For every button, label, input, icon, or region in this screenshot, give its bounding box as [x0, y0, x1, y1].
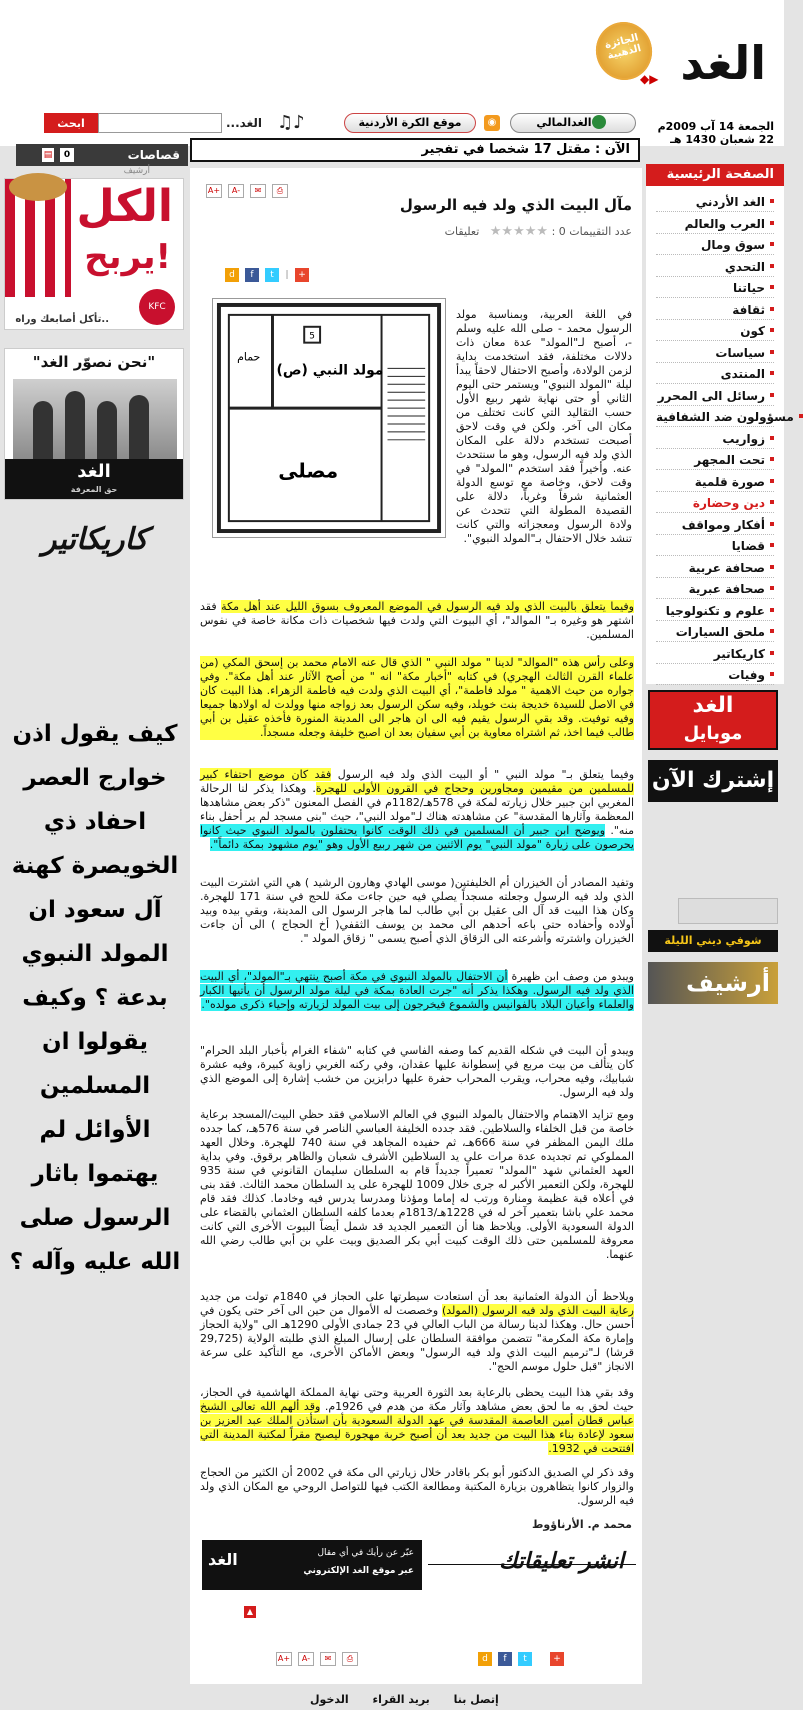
search-input[interactable]: [98, 113, 222, 133]
nav-item-label: مسؤولون ضد الشفافية: [656, 410, 794, 424]
nav-item[interactable]: [656, 644, 774, 664]
finance-label: الغدالمالي: [536, 116, 592, 129]
article-paragraph-8: ومع تزايد الاهتمام والاحتفال بالمولد النبوي في العالم الاسلامي فقد حظي البيت/المسجد برعاية خاصة من قبل الخلفاء والسلاطين. فقد جدده الخليفة العباسي الناصر في سنة 576هـ، كما جدده ملك اليمن المظفر في سنة 666هـ، ثم حفيده المجاهد في سنة 740 للهجرة. وخلال العهد المملوكي تم تجديده عدة مرات على يد السلاطين الأشرف شعبان والظاهر برقوق. وفي بداية العهد العثماني شهد "المولد" تعميراً جديداً قام به السلطان سليمان القانوني في سنة 935 للهجرة، ولكن التعمير الأكبر له جرى خلال 1009 للهجرة على يد السلطان محمد الثالث. فقد بنى في أعلاه قبة عظيمة ومنارة ورتب له إماما ومؤذنا ومدرسا يدرس فيه وخادما. كذلك فقد قام محمد علي باشا بتعمير آخر له في 1228هـ/1813م بعدما كلفه السلطان العثماني بالقضاء على الدولة السعودية الأولى. ويلاحظ هنا أن التعمير الجديد قد شمل أيضاً البيوت الأخرى التي كانت معروفة للمسلمين حتى ذلك الوقت كبيت أبي بكر الصديق وبيت علي بن أبي طالب رضي الله عنهما.: [200, 1108, 635, 1261]
font-decrease-icon[interactable]: A-: [228, 184, 244, 198]
bullet-icon: [770, 629, 774, 633]
ad-logo: الغد: [77, 461, 111, 482]
globe-icon: [592, 115, 606, 129]
email-icon[interactable]: ✉: [250, 184, 266, 198]
nav-item-label: زواريب: [722, 431, 765, 446]
date-hijri: 22 شعبان 1430 هـ: [670, 133, 774, 146]
logo-dots-icon: ◆▶: [640, 72, 659, 86]
plan-stairs: [387, 368, 425, 439]
nav-item[interactable]: [656, 407, 794, 427]
site-logo[interactable]: [596, 22, 766, 102]
nav-item[interactable]: [656, 343, 774, 363]
paragraph-text: ويبدو من وصف ابن ظهيرة: [507, 970, 634, 983]
plan-mark-label: 5: [309, 331, 315, 342]
nav-item[interactable]: [656, 214, 774, 234]
nav-item[interactable]: [656, 257, 774, 277]
bullet-icon: [770, 328, 774, 332]
logo-text: الغد: [680, 36, 766, 90]
bullet-icon: [799, 414, 803, 418]
bullet-icon: [770, 221, 774, 225]
nav-item[interactable]: [656, 558, 774, 578]
chicken-bucket-icon: [5, 179, 71, 297]
article-paragraph-1: في اللغة العربية، وبمناسبة مولد الرسول محمد - صلى الله عليه وسلم -، أصبح لـ"المولد" عدة معان ذات دلالات مختلفة، فقد استخدمت بداية لزمن الولادة، وأصبح الاحتفال لاحقاً يبدأ ليلة "المولد النبوي" ويستمر حتى اليوم الثاني أو حتى نهاية شهر ربيع الأول حسب التقاليد التي كانت تختلف من مكان الى آخر. ولكن في وقت لاحق أصبحت تستخدم دلالة على المكان الذي ولد فيه الرسول، وهو ما سنتحدث عنه. وأخيراً فقد استخدم "المولد" في وقت لاحق، وخاصة مع توسع الدولة العثمانية شرقاً وغرباً، دلالة على القصيدة المطولة التي تتحدث عن ولادة الرسول ومعجزاته والتي كانت تنشد خلال الاحتفال بـ"المولد النبوي".: [456, 308, 632, 545]
nav-home[interactable]: الصفحة الرئيسية: [646, 164, 784, 186]
highlight-cyan: أن الاحتفال بالمولد النبوي في مكة أصبح ينتهي بـ"المولد"، أي البيت الذي ولد فيه الرسول. وهكذا يذكر أنه "جرت العادة بمكة في ليلة مولد الرسول أن يأتيها الكبار والعلماء وأعيان البلاد بالفوانيس والشموع فيخرجون إلى بيت المولد لزيارته وإحياء ذكرى مولده".: [200, 970, 634, 1011]
bullet-icon: [770, 285, 774, 289]
nav-item-label: قضايا: [731, 539, 765, 553]
nav-item-label: ثقافة: [732, 302, 765, 317]
nav-item[interactable]: [656, 364, 774, 384]
comments-link[interactable]: تعليقات: [444, 225, 480, 238]
bullet-icon: [770, 307, 774, 311]
facebook-icon[interactable]: f: [245, 268, 259, 282]
bullet-icon: [770, 543, 774, 547]
search-label: الغد...: [226, 116, 262, 130]
font-increase-icon[interactable]: A+: [206, 184, 222, 198]
nav-item-label: حياتنا: [733, 281, 765, 295]
article-paragraph-2: [200, 600, 634, 642]
finance-site-button[interactable]: [510, 113, 636, 133]
footer: [0, 1684, 784, 1710]
bullet-icon: [770, 264, 774, 268]
photographers-image: [13, 379, 177, 461]
kfc-ad-line1: الكل: [76, 181, 173, 232]
paragraph-text: وقد بقي هذا البيت يحظى بالرعاية بعد الثورة العربية وحتى نهاية المملكة الهاشمية في الحجاز، حيث لحق به ما لحق بعض مشاهد وآثار مكة من هدم في 1926م.: [200, 1386, 634, 1413]
nav-item[interactable]: [656, 386, 774, 406]
bullet-icon: [770, 199, 774, 203]
nav-item-label: سياسات: [715, 345, 765, 360]
nav-item-label: كون: [740, 324, 765, 338]
rss-icon[interactable]: ◉: [484, 115, 500, 131]
nav-item[interactable]: [656, 515, 774, 535]
clippings-count: 0: [60, 148, 74, 162]
nav-item[interactable]: [656, 536, 774, 556]
bullet-icon: [770, 393, 774, 397]
comments-banner-logo: الغد: [208, 1550, 238, 1569]
kfc-ad[interactable]: [4, 178, 184, 330]
paragraph-text: وخصصت له الأموال من حين الى آخر حتى يكون في أحسن حال. وهكذا لدينا رسالة من الباب العالي في 23 جمادى الأولى 1290هـ الى "ولاية الحجاز وإمارة مكة المكرمة" تتضمن موافقة السلطان على إرسال المبلغ الذي طلبته الولاية (29,725 قرشا) لـ"ترميم البيت الذي ولد فيه الرسول" وبعض الأماكن الأخرى، مع التأكيد على سرعة الانجاز "قبل حلول موسم الحج".: [200, 1304, 634, 1373]
nav-item[interactable]: [656, 192, 774, 212]
bullet-icon: [770, 672, 774, 676]
bullet-icon: [770, 651, 774, 655]
highlight-cyan: ويوضح ابن جبير أن المسلمين في ذلك الوقت كانوا يحتفلون بالمولد النبوي حيث كانوا يحرصون على زيارة "مولد النبي" يوم الاثنين من شهر ربيع الأول وهو "يوم مشهود بمكة دائماً".: [200, 824, 634, 851]
ad-footer: [5, 459, 183, 499]
article-paragraph-10: [200, 1386, 634, 1456]
bullet-icon: [770, 371, 774, 375]
ad-quote: "نحن نصوّر الغد": [32, 353, 156, 371]
nav-item[interactable]: [656, 493, 774, 513]
tv-banner[interactable]: شوفي ديني الليلة: [648, 930, 778, 952]
archive-banner[interactable]: أرشيف: [648, 962, 778, 1004]
article-paragraph-5: وتفيد المصادر أن الخيزران أم الخليفتين( موسى الهادي وهارون الرشيد ) هي التي اشترت البيت الذي ولد فيه الرسول وجعلته مسجداً يصلي فيه حين جاءت مكة للحج في سنة 171 للهجرة. وكان هذا البيت قد آل الى عقيل بن أبي طالب لما هاجر الرسول الى المدينة، وبقي بيده وبيد أولاده وأحفاده حتى باعه أحدهم الى محمد بن يوسف الثقفي( أخ الحجاج ) الى أن جاءت الخيزران واشترته وأشرعته الى الزقاق الذي أصبح يسمى " زقاق المولد ".: [200, 876, 634, 945]
bullet-icon: [770, 565, 774, 569]
digg-icon[interactable]: d: [225, 268, 239, 282]
print-icon[interactable]: ⎙: [272, 184, 288, 198]
nav-item[interactable]: [656, 300, 774, 320]
share-bar-bottom: [478, 1646, 564, 1664]
nav-item[interactable]: [656, 601, 774, 621]
comments-banner-line2: عبر موقع الغد الإلكتروني: [303, 1566, 414, 1576]
nav-item-label: العرب والعالم: [684, 216, 765, 231]
empty-ad-slot: [678, 898, 778, 924]
mobile-banner[interactable]: [648, 690, 778, 750]
paragraph-text: . وهكذا يذكر لنا الرحالة المغربي ابن جبير خلال زيارته لمكة في 578هـ/1182م في الفصل المعنون "ذكر بعض مشاهدها المعظمة وآثارها المقدسة" عن مشاهدته هناك لـ"مولد النبي"، حيث "بنى مسجد لم ير أحفل بناء منه".: [200, 782, 635, 837]
bullet-icon: [770, 436, 774, 440]
subscribe-banner[interactable]: إشترك الآن: [648, 760, 778, 802]
nav-item-label: تحت المجهر: [694, 453, 765, 467]
article-tools-top: [200, 178, 288, 196]
kfc-ad-tagline: ..تأكل أصابعك وراه: [15, 314, 109, 325]
date-gregorian: الجمعة 14 آب 2009م: [657, 120, 774, 133]
bullet-icon: [770, 350, 774, 354]
footer-links: [300, 1693, 509, 1706]
nav-item-label: التحدي: [724, 259, 765, 274]
ticker-label: الآن :: [595, 142, 630, 157]
ticker-headline[interactable]: مقتل 17 شخصا في تفجير: [421, 142, 591, 157]
plan-room-label: حمام: [237, 350, 261, 364]
nav-item[interactable]: [656, 450, 774, 470]
paragraph-text: وفيما يتعلق بـ" مولد النبي " أو البيت الذي ولد فيه الرسول: [331, 768, 635, 781]
nav-item-label: علوم و تكنولوجيا: [665, 603, 765, 618]
nav-item-label: أفكار ومواقف: [681, 517, 765, 532]
highlight-yellow: رعاية البيت الذي ولد فيه الرسول (المولد): [441, 1304, 634, 1317]
nav-item-label: وفيات: [728, 668, 765, 682]
badge-text: الجائزة الذهبية: [603, 32, 643, 62]
article-title: مآل البيت الذي ولد فيه الرسول: [399, 196, 632, 214]
plan-prayer-label: مصلى: [278, 459, 339, 483]
bullet-icon: [770, 479, 774, 483]
nav-item[interactable]: [656, 579, 774, 599]
nav-item-label: الغد الأردني: [695, 195, 765, 209]
footer-link-contact[interactable]: إتصل بنا: [453, 1693, 499, 1706]
nav-item-label: صورة قلمية: [694, 474, 765, 489]
kfc-ad-line2: يربح!: [84, 237, 171, 277]
publish-comments-banner[interactable]: [202, 1540, 636, 1590]
article-author: محمد م. الأرناؤوط: [531, 1518, 632, 1531]
print-icon[interactable]: ⎙: [342, 1652, 358, 1666]
rating-stars[interactable]: ★★★★★: [489, 224, 549, 239]
kfc-logo: KFC: [139, 289, 175, 325]
bullet-icon: [770, 242, 774, 246]
ratings-label: عدد التقييمات 0 :: [551, 225, 632, 238]
highlight-yellow: وفيما يتعلق بالبيت الذي ولد فيه الرسول في الموضع المعروف بسوق الليل عند أهل مكة: [221, 600, 634, 613]
bullet-icon: [770, 586, 774, 590]
comments-banner-line1: عبّر عن رأيك في أي مقال: [317, 1548, 414, 1558]
nav-item[interactable]: [656, 622, 774, 642]
bullet-icon: [770, 608, 774, 612]
article-paragraph-7: ويبدو أن البيت في شكله القديم كما وصفه الفاسي في كتابه "شفاء الغرام بأخبار البلد الحرام" كان يتألف من بيت مربع في إسطوانة عليها عقدان، وفي ركنه الغربي زاوية كبيرة، وفيه عشرة شبابيك، وفيه محراب، ويقرب المحراب حفرة عليها درابزين من خشب إشارة إلى الموضع الذي ولد فيه الرسول.: [200, 1044, 634, 1099]
nav-item[interactable]: [656, 665, 774, 685]
nav-item[interactable]: [656, 429, 774, 449]
ad-slogan: حق المعرفة: [70, 485, 118, 494]
article-ratings: [200, 224, 632, 239]
comments-banner-dark: [202, 1540, 422, 1590]
news-ticker[interactable]: [190, 138, 640, 162]
nav-item[interactable]: [656, 278, 774, 298]
mobile-banner-bottom: موبايل: [683, 723, 743, 744]
plan-outer-wall: [219, 305, 439, 531]
header-date: [634, 120, 774, 146]
mobile-banner-top: الغد: [692, 693, 734, 718]
share-bar: [225, 262, 315, 280]
divider: |: [285, 270, 289, 280]
nav-item[interactable]: [656, 235, 774, 255]
caricature-title[interactable]: كاريكاتير: [42, 522, 148, 557]
bullet-icon: [770, 457, 774, 461]
article-paragraph-11: وقد ذكر لي الصديق الدكتور أبو بكر باقادر خلال زيارتي الى مكة في 2002 أن الكثير من الحجاج والزوار كانوا يتظاهرون بزيارة المكتبة ومطالعة الكتب فيها للتواصل الروحي مع المكان الذي ولد فيه الرسول.: [200, 1466, 634, 1507]
clippings-archive-link[interactable]: أرشيف: [123, 166, 150, 176]
search-button[interactable]: ابحث: [44, 113, 98, 133]
twitter-icon[interactable]: t: [265, 268, 279, 282]
footer-link-readers-mail[interactable]: بريد القراء: [372, 1693, 430, 1706]
plan-inner-wall: [229, 315, 429, 521]
nav-item-label: رسائل الى المحرر: [657, 388, 765, 403]
share-plus-icon[interactable]: +: [295, 268, 309, 282]
nav-item[interactable]: [656, 472, 774, 492]
article-tools-bottom: [270, 1646, 358, 1664]
publish-comments-label[interactable]: انشر تعليقاتك: [499, 1548, 624, 1574]
digg-icon[interactable]: d: [478, 1652, 492, 1666]
twitter-icon[interactable]: t: [518, 1652, 532, 1666]
font-increase-icon[interactable]: A+: [276, 1652, 292, 1666]
alghad-photographers-ad[interactable]: [4, 348, 184, 500]
header: [0, 0, 784, 146]
email-icon[interactable]: ✉: [320, 1652, 336, 1666]
paragraph-text: فقد اشتهر هو وغيره بـ" الموالد"، أي البيوت التي ولدت فيها شخصيات ذات مكانة خاصة في نفوس المسلمين.: [200, 600, 634, 641]
article-paragraph-3: وعلى رأس هذه "الموالد" لدينا " مولد النبي " الذي قال عنه الامام محمد بن إسحق المكي (من علماء القرن الثالث الهجري) في كتابه "أخبار مكة" انه " من أصح الآثار عند أهل مكة". وفي جواره من حيث الاهمية " مولد فاطمة"، أي البيت الذي ولدت فيه فاطمة الزهراء. هذا البيت كان في الاصل للسيدة خديجة بنت خويلد، وفيه سكن الرسول بعد زواجه منها وولدت له اولادها جميعا وفيه توفيت. وقد بقي الرسول يقيم فيه الى ان هاجر الى المدينة المنورة فأخذه عقيل بن أبي طالب فيما اخذ، ثم اشتراه معاوية بن أبي سفيان بعد ان اصبح خليفة وجعله مسجداً.: [200, 656, 634, 739]
highlight-yellow: فقد كان موضع احتفاء كبير للمسلمين من مقيمين ومجاورين وحجاج في القرون الأولى للهجرة: [200, 768, 634, 795]
facebook-icon[interactable]: f: [498, 1652, 512, 1666]
music-notes-icon[interactable]: ♫♪: [277, 112, 305, 133]
nav-item-label: صحافة عبرية: [688, 582, 765, 596]
article-paragraph-4: [200, 768, 634, 852]
highlight-yellow: وقد ألهم الله تعالى الشيخ عباس قطان أمين العاصمة المقدسة في عهد الدولة السعودية بأن استأذن الملك عبد العزيز بن سعود لإعادة بناء هذا البيت من جديد بعد أن أصبح خربة مهجورة ليصبح مقراً لمكتبة المدينة التي افتتحت في 1932.: [200, 1400, 634, 1455]
article-paragraph-6: [200, 970, 634, 1012]
document-icon[interactable]: ▤: [43, 150, 53, 160]
nav-item-label: دين وحضارة: [692, 496, 765, 510]
bullet-icon: [770, 500, 774, 504]
sections-nav: [646, 164, 794, 684]
top-arrow-icon[interactable]: ▲: [244, 1606, 256, 1618]
nav-item[interactable]: [656, 321, 774, 341]
nav-item-label: ملحق السيارات: [675, 625, 765, 639]
clippings-label: قصاصات: [127, 148, 180, 162]
football-site-button[interactable]: موقع الكرة الأردنية: [344, 113, 476, 133]
article-paragraph-9: [200, 1290, 634, 1374]
plan-birth-label: مولد النبي (ص): [276, 362, 384, 379]
nav-item-label: سوق ومال: [700, 238, 765, 252]
nav-item-label: المنتدى: [720, 367, 765, 381]
nav-item-label: كاريكاتير: [713, 646, 765, 661]
share-plus-icon[interactable]: +: [550, 1652, 564, 1666]
font-decrease-icon[interactable]: A-: [298, 1652, 314, 1666]
paragraph-text: ويلاحظ أن الدولة العثمانية بعد أن استعادت سيطرتها على الحجاز في 1840م تولت من جديد: [200, 1290, 634, 1303]
house-floor-plan: [212, 298, 446, 538]
clippings-bar[interactable]: [16, 144, 188, 166]
caricature-text: كيف يقول اذن خوارج العصر احفاد ذي الخويصرة كهنة آل سعود ان المولد النبوي بدعة ؟ وكيف يقولوا ان المسلمين الأوائل لم يهتموا باثار الرسول صلى الله عليه وآله ؟: [9, 721, 181, 1275]
nav-item-label: صحافة عربية: [688, 560, 765, 575]
bullet-icon: [770, 522, 774, 526]
footer-link-login[interactable]: الدخول: [310, 1693, 349, 1706]
